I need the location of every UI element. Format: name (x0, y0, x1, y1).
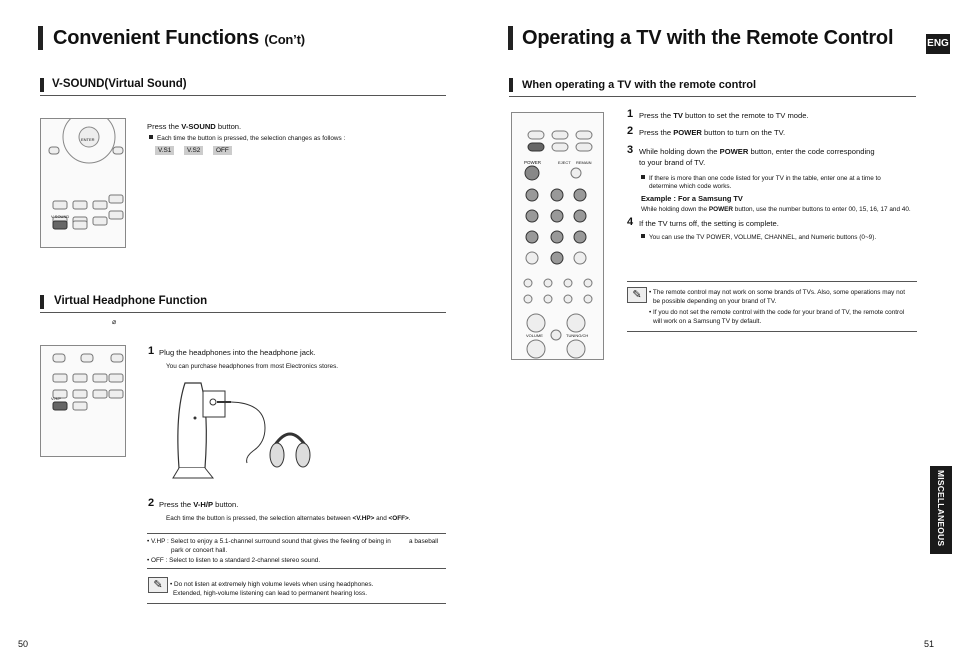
section-bar (40, 78, 44, 92)
vhp-bullet-2: • OFF : Select to listen to a standard 2-channel stereo sound. (147, 557, 321, 564)
section-heading-vsound: V-SOUND(Virtual Sound) (52, 78, 187, 90)
title-suffix: (Con’t) (264, 32, 305, 47)
tv-step2-text: Press the POWER button to turn on the TV. (639, 128, 786, 137)
notes-rule-top (147, 533, 446, 534)
notes-rule-bottom (147, 568, 446, 569)
remote-label-tuning: TUNING/CH (566, 333, 589, 338)
tv-note-2a: • If you do not set the remote control with the code for your brand of TV, the remote control (649, 309, 905, 316)
note-rule-bottom (627, 331, 917, 332)
step2-text: Press the V-H/P button. (159, 500, 239, 509)
step-number-1: 1 (148, 345, 155, 357)
section-heading-vhp: Virtual Headphone Function (54, 295, 208, 307)
remote-illustration-vhp (40, 345, 126, 457)
section-rule (40, 312, 446, 313)
vhp-note-1: • Do not listen at extremely high volume levels when using headphones. (170, 581, 374, 588)
side-tab-label: MISCELLANEOUS (936, 470, 946, 547)
tv-note-1a: • The remote control may not work on some brands of TVs. Also, some operations may not (649, 289, 905, 296)
section-bar (40, 295, 44, 309)
step1-sub: You can purchase headphones from most Electronics stores. (166, 363, 339, 370)
tv-step3-bullet2: determine which code works. (649, 183, 732, 190)
vhp-bullet-1a: • V.HP : Select to enjoy a 5.1-channel surround sound that gives the feeling of being in (147, 538, 391, 545)
tv-note-2b: will work on a Samsung TV by default. (653, 318, 762, 325)
tv-step3-line2: to your brand of TV. (639, 158, 706, 167)
bullet-square (641, 234, 645, 238)
section-bar (509, 78, 513, 92)
remote-label-vhp: V.H/P (51, 396, 62, 401)
page-title-right: Operating a TV with the Remote Control (522, 27, 894, 49)
example-text: While holding down the POWER button, use the number buttons to enter 00, 15, 16, 17 and 40. (641, 206, 911, 213)
note-rule (147, 603, 446, 604)
tv-step3-bullet1: If there is more than one code listed for your TV in the table, enter one at a time to (641, 174, 881, 183)
vhp-symbol: ⌀ (112, 319, 117, 326)
bullet-square (149, 135, 153, 139)
bullet-square (641, 175, 645, 179)
vsound-bullet: Each time the button is pressed, the selection changes as follows : (149, 134, 345, 143)
mode-badge-off: OFF (213, 146, 232, 155)
page-number-right: 51 (924, 639, 935, 649)
step2-sub: Each time the button is pressed, the selection alternates between <V.HP> and <OFF>. (166, 515, 411, 522)
step-number-2: 2 (148, 497, 155, 509)
title-bar (508, 26, 513, 50)
page-number-left: 50 (18, 639, 29, 649)
mode-badge-vs1: V.S1 (155, 146, 174, 155)
tv-remote-illustration (511, 112, 604, 360)
remote-label-vsound: V-SOUND (51, 214, 70, 219)
section-side-tab (930, 466, 952, 554)
example-title: Example : For a Samsung TV (641, 194, 743, 203)
headphone-illustration (165, 373, 315, 485)
page-title-left (53, 27, 305, 50)
remote-label-power: POWER (524, 160, 542, 165)
title-text: Convenient Functions (53, 27, 260, 49)
note-pencil-icon: ✎ (627, 287, 647, 303)
section-rule (40, 95, 446, 96)
title-bar (38, 26, 43, 50)
language-tab: ENG (926, 34, 950, 54)
note-pencil-icon: ✎ (148, 577, 168, 593)
remote-illustration-vsound (40, 118, 126, 248)
step-number-2: 2 (627, 125, 634, 137)
vhp-note-2: Extended, high-volume listening can lead to permanent hearing loss. (173, 590, 367, 597)
vhp-bullet-1c: park or concert hall. (171, 547, 228, 554)
vhp-bullet-1b: a baseball (409, 538, 439, 545)
remote-label-volume: VOLUME (526, 333, 543, 338)
vsound-instruction: Press the V-SOUND button. (147, 122, 242, 131)
tv-step1-text: Press the TV button to set the remote to TV mode. (639, 111, 809, 120)
remote-label-eject: EJECT (558, 160, 571, 165)
section-rule (509, 96, 916, 97)
tv-note-1b: be possible depending on your brand of TV. (653, 298, 777, 305)
step-number-1: 1 (627, 108, 634, 120)
mode-badge-vs2: V.S2 (184, 146, 203, 155)
speaker-headphone-drawing (165, 373, 315, 485)
remote-label-enter: ENTER (81, 137, 95, 142)
remote-label-remain: REMAIN (576, 160, 592, 165)
section-heading-tv: When operating a TV with the remote control (522, 79, 757, 91)
note-rule-top (627, 281, 917, 282)
tv-remote-drawing (512, 113, 603, 359)
tv-step4-text: If the TV turns off, the setting is complete. (639, 219, 779, 228)
tv-step3-text: While holding down the POWER button, enter the code corresponding (639, 147, 875, 156)
step-number-3: 3 (627, 144, 634, 156)
step-number-4: 4 (627, 216, 634, 228)
step1-text: Plug the headphones into the headphone jack. (159, 348, 316, 357)
tv-step4-bullet: You can use the TV POWER, VOLUME, CHANNEL, and Numeric buttons (0~9). (641, 233, 876, 242)
